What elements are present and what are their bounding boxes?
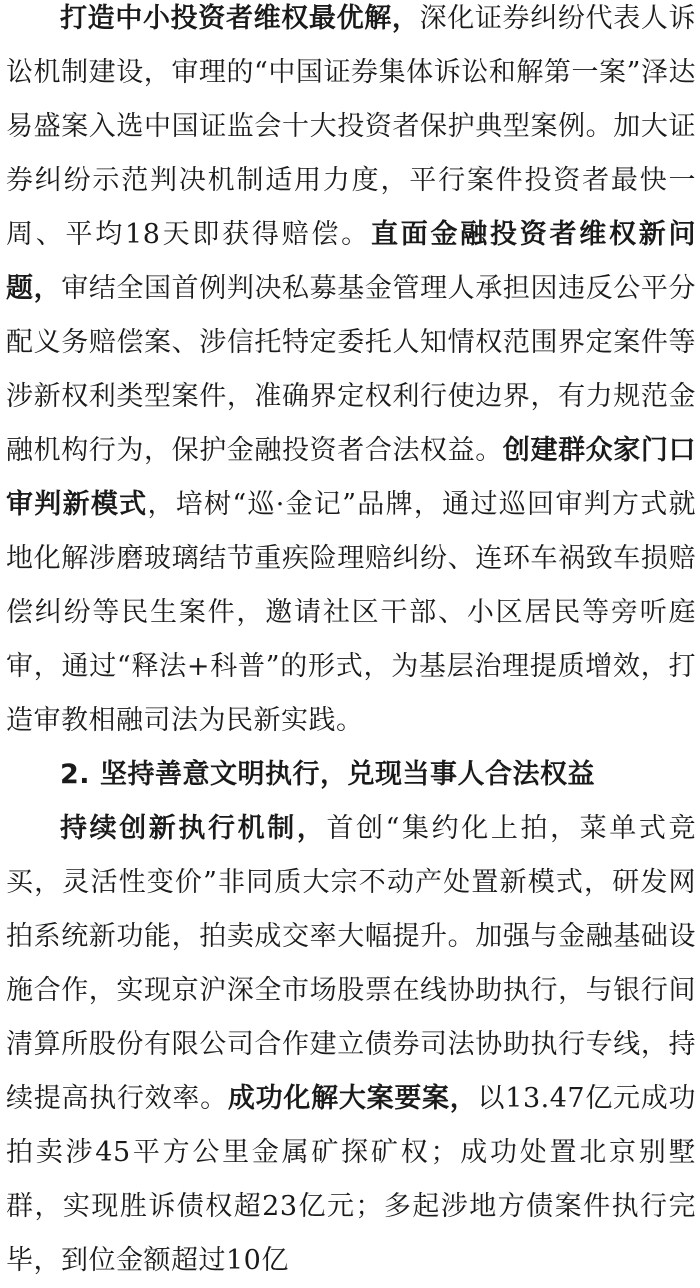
bold-lead-phrase: 持续创新执行机制， [60, 813, 327, 844]
bold-lead-phrase: 成功化解大案要案， [227, 1083, 478, 1114]
body-text: 深化证券纠纷代表人诉讼机制建设，审理的“中国证券集体诉讼和解第一案”泽达易盛案入选中国证监会十大投资者保护典型案例。加大证券纠纷示范判决机制适用力度，平行案件投资者最快一周、平均18天即获得赔偿。 [6, 3, 697, 250]
body-text: 审结全国首例判决私募基金管理人承担因违反公平分配义务赔偿案、涉信托特定委托人知情权范围界定案件等涉新权利类型案件，准确界定权利行使边界，有力规范金融机构行为，保护金融投资者合法权益。 [6, 273, 697, 466]
body-text: ，培树“巡·金记”品牌，通过巡回审判方式就地化解涉磨玻璃结节重疾险理赔纠纷、连环车祸致车损赔偿纠纷等民生案件，邀请社区干部、小区居民等旁听庭审，通过“释法+科普”的形式，为基层治理提质增效，打造审教相融司法为民新实践。 [6, 489, 696, 736]
bold-lead-phrase: 创建群众家门口审判新模式 [6, 435, 696, 520]
body-text: 以13.47亿元成功拍卖涉45平方公里金属矿探矿权；成功处置北京别墅群，实现胜诉债权超23亿元；多起涉地方债案件执行完毕，到位金额超过10亿 [6, 1083, 697, 1276]
section-heading: 2. 坚持善意文明执行，兑现当事人合法权益 [60, 759, 595, 790]
body-text: 首创“集约化上拍，菜单式竞买，灵活性变价”非同质大宗不动产处置新模式，研发网拍系统新功能，拍卖成交率大幅提升。加强与金融基础设施合作，实现京沪深全市场股票在线协助执行，与银行间清算所股份有限公司合作建立债券司法协助执行专线，持续提高执行效率。 [6, 813, 696, 1114]
bold-lead-phrase: 打造中小投资者维权最优解， [60, 3, 420, 34]
bold-lead-phrase: 直面金融投资者维权新问题， [6, 219, 697, 304]
paragraph-investor-protection [6, 0, 696, 748]
paragraph-enforcement [6, 802, 696, 1288]
